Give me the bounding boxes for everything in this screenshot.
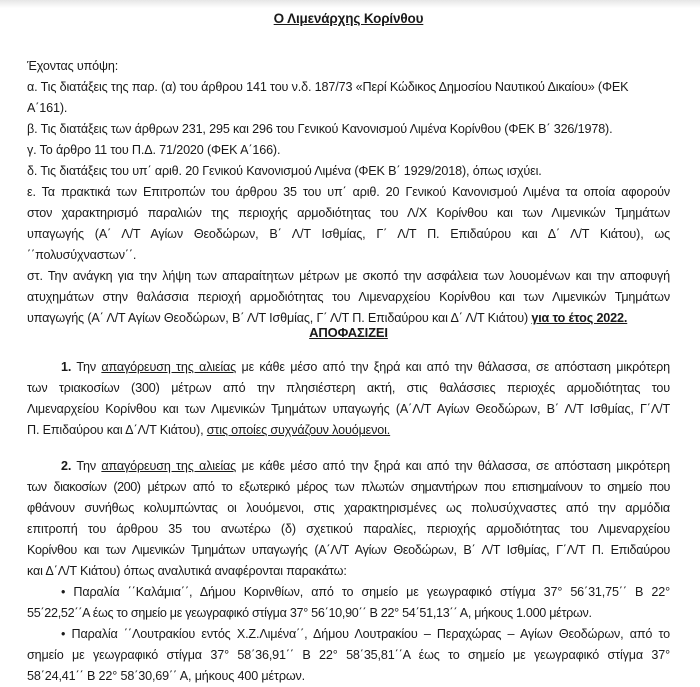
article-1-line-1 (27, 357, 670, 378)
document-title: Ο Λιμενάρχης Κορίνθου (273, 11, 424, 26)
article-1-rest: με κάθε μέσο από την ξηρά και από την θάλασσα, σε απόσταση μικρότερη (241, 360, 670, 374)
consideration-e-line-3: υπαγωγής (Α΄ Λ/Τ Αγίων Θεοδώρων, Β΄ Λ/Τ Ισθμίας, Γ΄ Λ/Τ Π. Επιδαύρου και Δ΄ Λ/Τ Κιάτου), ως (27, 227, 670, 241)
article-2-lead: Την (76, 459, 96, 473)
beach-loutraki-line-2: σημείο με γεωγραφικό στίγμα 37° 58΄36,91΄΄ Β 22° 58΄35,81΄΄Α έως το σημείο με γεωγραφικό στίγμα 37° (27, 648, 670, 662)
article-1-underlined: απαγόρευση της αλιείας (101, 360, 237, 374)
consideration-f-line-3-text: υπαγωγής (Α΄ Λ/Τ Αγίων Θεοδώρων, Β΄ Λ/Τ Ισθμίας, Γ΄ Λ/Τ Π. Επιδαύρου και Δ΄ Λ/Τ Κιάτου) (27, 311, 528, 325)
article-1-line-3: Λιμεναρχείου Κορίνθου και των Λιμενικών Τμημάτων υπαγωγής (Α΄Λ/Τ Αγίων Θεοδώρων, Β΄ Λ/Τ Ισθμίας, Γ΄Λ/Τ (27, 402, 670, 416)
consideration-f-line-1: στ. Την ανάγκη για την λήψη των απαραίτητων μέτρων με σκοπό την ασφάλεια των λουομένων και την αποφυγή (27, 269, 670, 283)
article-1-line-2: των τριακοσίων (300) μέτρων από την πλησιέστερη ακτή, στις θαλάσσιες περιοχές αρμοδιότητας του (27, 381, 670, 395)
article-1-last-underlined: στις οποίες συχνάζουν λουόμενοι. (206, 423, 391, 437)
article-2-number: 2. (61, 459, 72, 473)
consideration-c: γ. Το άρθρο 11 του Π.Δ. 71/2020 (ΦΕΚ Α΄166). (27, 143, 281, 157)
beach-loutraki-line-3: 58΄24,41΄΄ Β 22° 58΄30,69΄΄ Α, μήκους 400 μέτρων. (27, 669, 306, 683)
beach-loutraki-line-1 (27, 624, 670, 645)
top-edge-shadow (0, 0, 700, 8)
article-2-line-3: φθάνουν συνήθως κολυμπώντας οι λουόμενοι, στις χαρακτηρισμένες ως πολυσύχναστες από την αρμόδια (27, 501, 670, 515)
consideration-a-line-1: α. Τις διατάξεις της παρ. (α) του άρθρου 141 του ν.δ. 187/73 «Περί Κώδικος Δημοσίου Ναυτικού Δικαίου» (ΦΕΚ (27, 80, 629, 94)
article-2-line-5: Κορίνθου και των Λιμενικών Τμημάτων υπαγωγής (Α΄Λ/Τ Αγίων Θεοδώρων, Β΄ Λ/Τ Ισθμίας, Γ΄Λ/Τ Π. Επιδαύρου (27, 543, 670, 557)
consideration-f-line-2: ατυχημάτων στην θαλάσσια περιοχή αρμοδιότητας του Λιμεναρχείου Κορίνθου και των Λιμενικών Τμημάτων (27, 290, 670, 304)
consideration-e-line-1: ε. Τα πρακτικά των Επιτροπών του άρθρου 35 του υπ΄ αριθ. 20 Γενικού Κανονισμού Λιμένα τα οποία αφορούν (27, 185, 670, 199)
article-1-line-4 (27, 420, 670, 441)
consideration-a-line-2: Α΄161). (27, 101, 68, 115)
year-emphasis: για το έτος 2022. (531, 311, 628, 325)
bullet-icon: • (61, 627, 66, 641)
article-2-rest: με κάθε μέσο από την ξηρά και από την θάλασσα, σε απόσταση μικρότερη (241, 459, 670, 473)
beach-kalamia-line-1 (27, 582, 670, 603)
article-1-last-prefix: Π. Επιδαύρου και Δ΄Λ/Τ Κιάτου), (27, 423, 204, 437)
article-2-line-6: και Δ΄Λ/Τ Κιάτου) όπως αναλυτικά αναφέρονται παρακάτω: (27, 564, 347, 578)
article-2-underlined: απαγόρευση της αλιείας (101, 459, 237, 473)
article-2-line-1 (27, 456, 670, 477)
consideration-b: β. Τις διατάξεις των άρθρων 231, 295 και 296 του Γενικού Κανονισμού Λιμένα Κορίνθου (ΦΕΚ Β΄ 326/1978). (27, 122, 613, 136)
consideration-d: δ. Τις διατάξεις του υπ΄ αριθ. 20 Γενικού Κανονισμού Λιμένα (ΦΕΚ Β΄ 1929/2018), όπως ισχύει. (27, 164, 542, 178)
article-2-line-2: των διακοσίων (200) μέτρων από το εξωτερικό μέρος των πλωτών σημαντήρων που επισημαίνουν το σημείο που (27, 480, 670, 494)
article-1-number: 1. (61, 360, 72, 374)
article-2-line-4: επιτροπή του άρθρου 35 του ανωτέρω (δ) σχετικού παραλίες, περιοχής αρμοδιότητας του Λιμεναρχείου (27, 522, 670, 536)
preamble-intro: Έχοντας υπόψη: (27, 59, 119, 73)
article-1-lead: Την (76, 360, 96, 374)
consideration-e-line-4: ΄΄πολυσύχναστων΄΄. (27, 248, 137, 262)
consideration-e-line-2: στον χαρακτηρισμό παραλιών της περιοχής αρμοδιότητας του Λ/Χ Κορίνθου και των Λιμενικών Τμημάτων (27, 206, 670, 220)
beach-kalamia-text-1: Παραλία ΄΄Καλάμια΄΄, Δήμου Κορινθίων, από το σημείο με γεωγραφικό στίγμα 37° 56΄31,75΄΄ Β 22° (73, 585, 670, 599)
bullet-icon: • (61, 585, 66, 599)
decision-heading: ΑΠΟΦΑΣΙΖΕΙ (309, 325, 388, 340)
beach-loutraki-text-1: Παραλία ΄΄Λουτρακίου εντός Χ.Ζ.Λιμένα΄΄, Δήμου Λουτρακίου – Περαχώρας – Αγίων Θεοδώρων, από το (71, 627, 670, 641)
beach-kalamia-line-2: 55΄22,52΄΄Α έως το σημείο με γεωγραφικό στίγμα 37° 56΄10,90΄΄ Β 22° 54΄51,13΄΄ Α, μήκους 1.000 μέτρων. (27, 606, 592, 620)
